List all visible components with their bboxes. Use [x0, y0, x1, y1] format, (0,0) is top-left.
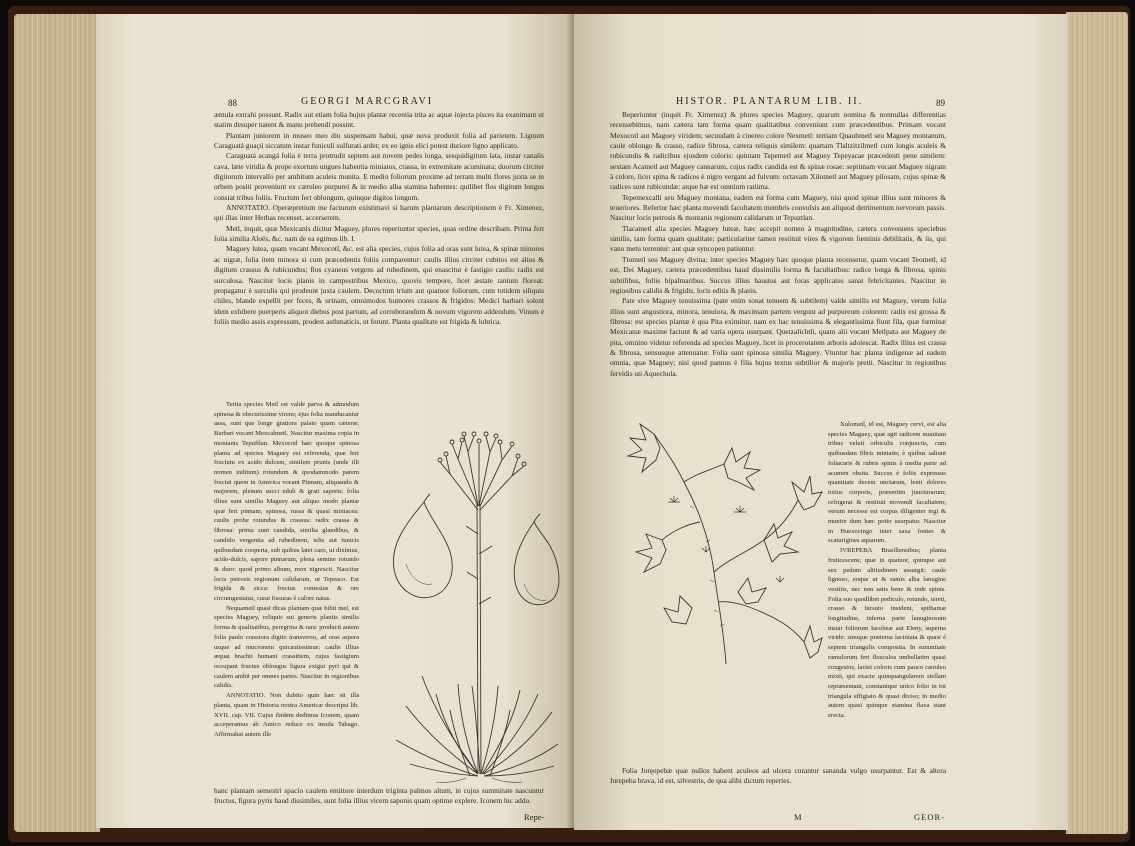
right-top-text [610, 110, 946, 379]
left-running-head: GEORGI MARCGRAVI [301, 96, 434, 107]
right-wrap-text [828, 420, 946, 721]
right-para-5: Pate sive Maguey tenuissima (pate enim sonat tenuem & subtilem) valde similis est Maguey, verum folia illius sunt angustiora, minora, tenuiora, & maximam partem vergunt ad purpureum colorem: radix est grossa & fibrosa: est species plantæ è qua Pita eximitur, nam ex hac tenuissima & elegantissima fiunt fila, quæ fœminæ Mexicanæ maxime faciunt & ad varia opera usurpant. Quetzalichtli, quam alii vocant Metlpata aut Maguey de pita, omnino videtur referenda ad species Maguey, licet in procerotatem arboris adolescat. Radix illius est crassa & fibrosa, sensusque attenuatur. Folia sunt spinosa similia Maguey. Vtuntur hac planta indigenæ ad eadem omnia, quæ Maguey; nisi quod pannus è filis hujus textus subtilior & majoris pretii. Nascitur in regionibus fervidis uti Aquechula. [610, 296, 946, 378]
right-wrap-para-1: Xulometl, id est, Maguey cervi, est alia species Maguey, quæ agit radicem munitam tribus veluti orbiculis conjunctis, cum quibusdam fibris miniatis; è quibus saliunt foliacaris & rubris spinis à media parte ad acumen obsita. Succus è foliis expressus quantitate decem unciarum, lenit dolores totius corporis, præsertim juncturarum; refrigerat & restituit movendi facultatem; verum necesse est corpus diligenter tegi & munire dum hæc potio usurpatur. Nascitur in Huexocingo inter saxa fontes & scaturigines aquarum. [828, 421, 946, 545]
left-page-number: 88 [228, 98, 237, 108]
right-page-number: 89 [936, 98, 945, 108]
right-para-3: Tlacametl alia species Maguey luteæ, hæc accepit nomen à magnitudine, cætera conveniens speciebus similis, tam forma quam qualitate; particulariter tamen restituit vires & vigorem fœminis debilitatis, & iis, qui vano metu terrentur: aut quæ syncopen patiuntur. [610, 223, 946, 254]
left-wrap-para-1: Tertia species Metl est valde parva & admodum spinosa & obscurissime virens; ejus folia manducantur assa, sunt que longe gratiora palato quam cæteræ; Barbari vocant Mexcalmetl. Nascitur maxima copia in montanis Tepuftlan. Mexocotl hæc quoque spinosa planta ad species Maguey est referenda, quæ fert fructum ex acido dulcem, similem prunis (unde illi nomen inditum) rotundum & quodammodo parem fructui quem in America vocant Pinnam, aliquando & majorem, plenum succi eduli & grati saporis: folia illius sunt similia Maguey aut aliquo modo plantæ quæ fert pinnam, spinosa, russa & quasi miniacea: caulis probe rotundus & crassus: radix crassa & fibrosa: prima sunt candida, similia glandibus, & candido vergentia ad rubedinem, telis aut tunicis quibusdam cooperta, sub quibus latet caro, ut diximus, acido-dulcis, sapore pinnarum, plena semine rotundo & duro: quod primo album, mox nigrescit. Nascitur locis petrosis regionum calidarum, ut Tepeaco. Est frigida & sicca: fructus comestus & ore circumgestatus, curat fissuras è calore natas. [214, 401, 359, 603]
left-wrap-para-3: ANNOTATIO. Non dubito quin hæc sit illa planta, quam in Historia nostra Americæ descripsi lib. XVII. cap. VII. Cujus ibidem dedimus Iconem, quam acceperamus ab Amico reduce ex insula Tabago. Affirmabat autem ille [214, 692, 359, 738]
right-page [574, 14, 1068, 830]
left-para-5: Metl, inquit, quæ Mexicanis dicitur Maguey, plures reperiuntur species, quas ordine describam. Prima fert folia similia Aloës, &c. nam de ea egimus lib. I. [214, 223, 544, 244]
right-wrap-para-2: IVREPEBA Brasiliensibus; planta fruticescens; quæ in quatuor, quinque aut sex pedum altitudinem assurgit; caule lignoso, eoque ut & ramis alba lanugine vestitis, nec non satis bene & inde spinis. Folia suo quodlibet pediculo, rotundo, tereti, crasso & hirsuto insident, spithamæ longitudine, inferna parte lanuginosum instar foliorum Iacobeæ aut Eleny, superna viride: sinuque præterea laciniata & quasi è septem triangulis composita. In summitate ramulorum fert flosculos umbellatim quasi congestos, lactei coloris cum pauco cæruleo mixti, qui exacte quinquangularem stellam repræsentant, constantque unico folio in tot triangula effigiato & quasi diviso; in medio autem quasi quinque stamina flava stant erecta. [828, 547, 946, 720]
page-edges-left [14, 14, 100, 832]
left-wrap-para-2: Nequametl quasi dicas plantam quæ bibit mel, est species Maguey, reliquis sui generis plantis similis forma & qualitatibus, peregrina & rara: producit autem folia paulo crassiora digito transverso, ad oras aspera usque ad mucronem quicautissimus: caulis illius æquat brachii humani crassitiem, cujus fastigium occupant fructus oblongus figura exigui pyri qui & caulem ambit per omnes partes. Nascitur in regionibus calidis. [214, 604, 360, 690]
right-bottom-text [610, 766, 946, 787]
right-signature: M [794, 812, 802, 822]
left-top-text [214, 110, 544, 327]
left-page [96, 14, 574, 828]
right-catchword: GEOR- [914, 812, 945, 822]
left-para-6: Maguey lutea, quam vocant Mexocotl, &c. est alia species, cujus folia ad oras sunt lutea, & spinæ minores ac nigræ, folia item minora si cum præcedentis foliis comparentur: caulis illius circiter cubitos est altus & digitum crassus & rubicundus; flos cyaneus vergens ad rubedinem, qui enascitur è fastigio caulis: radix est surculosa. Nascitur locis planis in campestribus Mexico, quovis tempore, licet æstate tantum floreat: propagatur è surculis qui prodeunt juxta caulem. Decoctum trium aut quatuor foliorum, cum totidem siliquis chiles, blande expellit per feces, & urinam, omnimodos humores crassos & frigidos: Medici barbari solent idem exhibere puerperis aliquot diebus post partum, ad corroborandum & novum vigorem addendum. Vinum è foliis medio assis expressum, prodest asthmaticis, ut ferunt. Planta qualitate est frigida & lubrica. [214, 244, 544, 326]
jurepeba-plant-illustration [614, 412, 824, 667]
left-para-1: æmula extrahi possunt. Radix aut etiam folia hujus plantæ recentia trita ac aquæ injecta pisces ita exanimant ut statim desuper natent & manu prehendi possint. [214, 110, 544, 130]
maguey-plant-illustration [366, 414, 561, 784]
left-bottom-text [214, 786, 544, 807]
right-bottom-para: Folia Juręepebæ quæ nullos habent aculeos ad ulcera curantur sananda vulgo usurpantur. Est & altera Iurepeba brava, id est, silvestris, de qua alibi dictum reperies. [610, 766, 946, 786]
left-para-3: Caraguatá acangá folia è terra protrudit septem aut novem pedes longa, sesquidigitum lata, instar canalis cava, læte viridia & prope exortum ungues habentia miniatos, crassa, in extremitate acuminata; duorum circiter digitorum intervallo per ambitum aculeis munita. E medio foliorum proxime ad terram multi flores juxta se in orbem positi proveniunt ex cæruleo purpurei & in medio alba stamina habentes: quilibet flos digitum longus constat tribus foliis. Fructum fert oblongum, quinque digitos longum. [214, 151, 544, 202]
page-edges-right [1066, 12, 1128, 834]
left-para-4: ANNOTATIO. Operæpretium me facturum existimavi si harum plantarum descriptionem è Fr. Ximenez, qui illas inter Herbas recenset, accerserem. [214, 203, 544, 223]
right-para-4: Ttometl seu Maguey divina; inter species Maguey hæc quoque planta recensetur, quam vocant Teometl, id est, Dei Maguey, cætera præcedentibus haud dissimilis forma & facultatibus: radice longa & fibrosa, spinis subtilibus, foliis bipalmaribus. Succus illius haustus aut foras applicatus sanat febricitantes. Nascitur in regionibus calidis & frigidis, locis editis & planis. [610, 254, 946, 295]
right-para-2: Tepemexcalli seu Maguey montana, eadem est forma cum Maguey, nisi quod spinæ illius sunt minores & teneriores. Refertur hæc planta movendi facultatem membris convulsis aut aliquod detrimentum nervorum passis. Nascitur locis petrosis & montanis regionum calidarum ut Tepuztlan. [610, 192, 946, 223]
left-catchword: Repe- [524, 812, 545, 822]
left-wrap-text [214, 400, 359, 740]
left-bottom-para: hanc plantam semestri spacio caulem emittere interdum triginta palmos altum, in cujus summitate nascuntur fructus, figura pyris haud dissimiles, sunt folia illius vicem saponis quam optime explere. Iconem hic addo. [214, 786, 544, 806]
left-para-2: Plantam juniorem in museo meo diu suspensam habui, quæ nova produxit folia ad parietem. Lignum Caraguatá guaçú siccatum instar funiculi sulfurati ardet; ex eo ignis elici potest duriore ligno applicato. [214, 130, 544, 151]
right-running-head: HISTOR. PLANTARUM LIB. II. [676, 96, 864, 107]
right-para-1: Reperiuntur (inquit Fr. Ximenez) & plures species Maguey, quarum nomina & nonnullas differentias recensebimus, nam cætera tam forma quam qualitatibus conveniunt cum præcedentibus. Primam vocant Mexocotl aut Maguey viridem; secundam à cinereo colore Nexmetl: tertiam Quauhmetl seu Maguey montanum, caule oblongo & crasso, radice fibrosa, cætera reliquis similem: quartam Tlaltzitzilmetl cum longis aculeis & rubicundis & radicibus ejusdem coloris: quintam Tepemetl aut Maguey Tepeyacae præcedenti pene similem: sextam Acametl aut Maguey cannarum, cujus radix candida est & spinæ rosae: septimam vocant Maguey nigram à colore, licet spina & radices è nigro vergant ad fulvum: octavam Xilometl aut Maguey pilosam, cujus spinæ & radices sunt rubicundæ: atque hæ est omnium ratiima. [610, 110, 946, 192]
